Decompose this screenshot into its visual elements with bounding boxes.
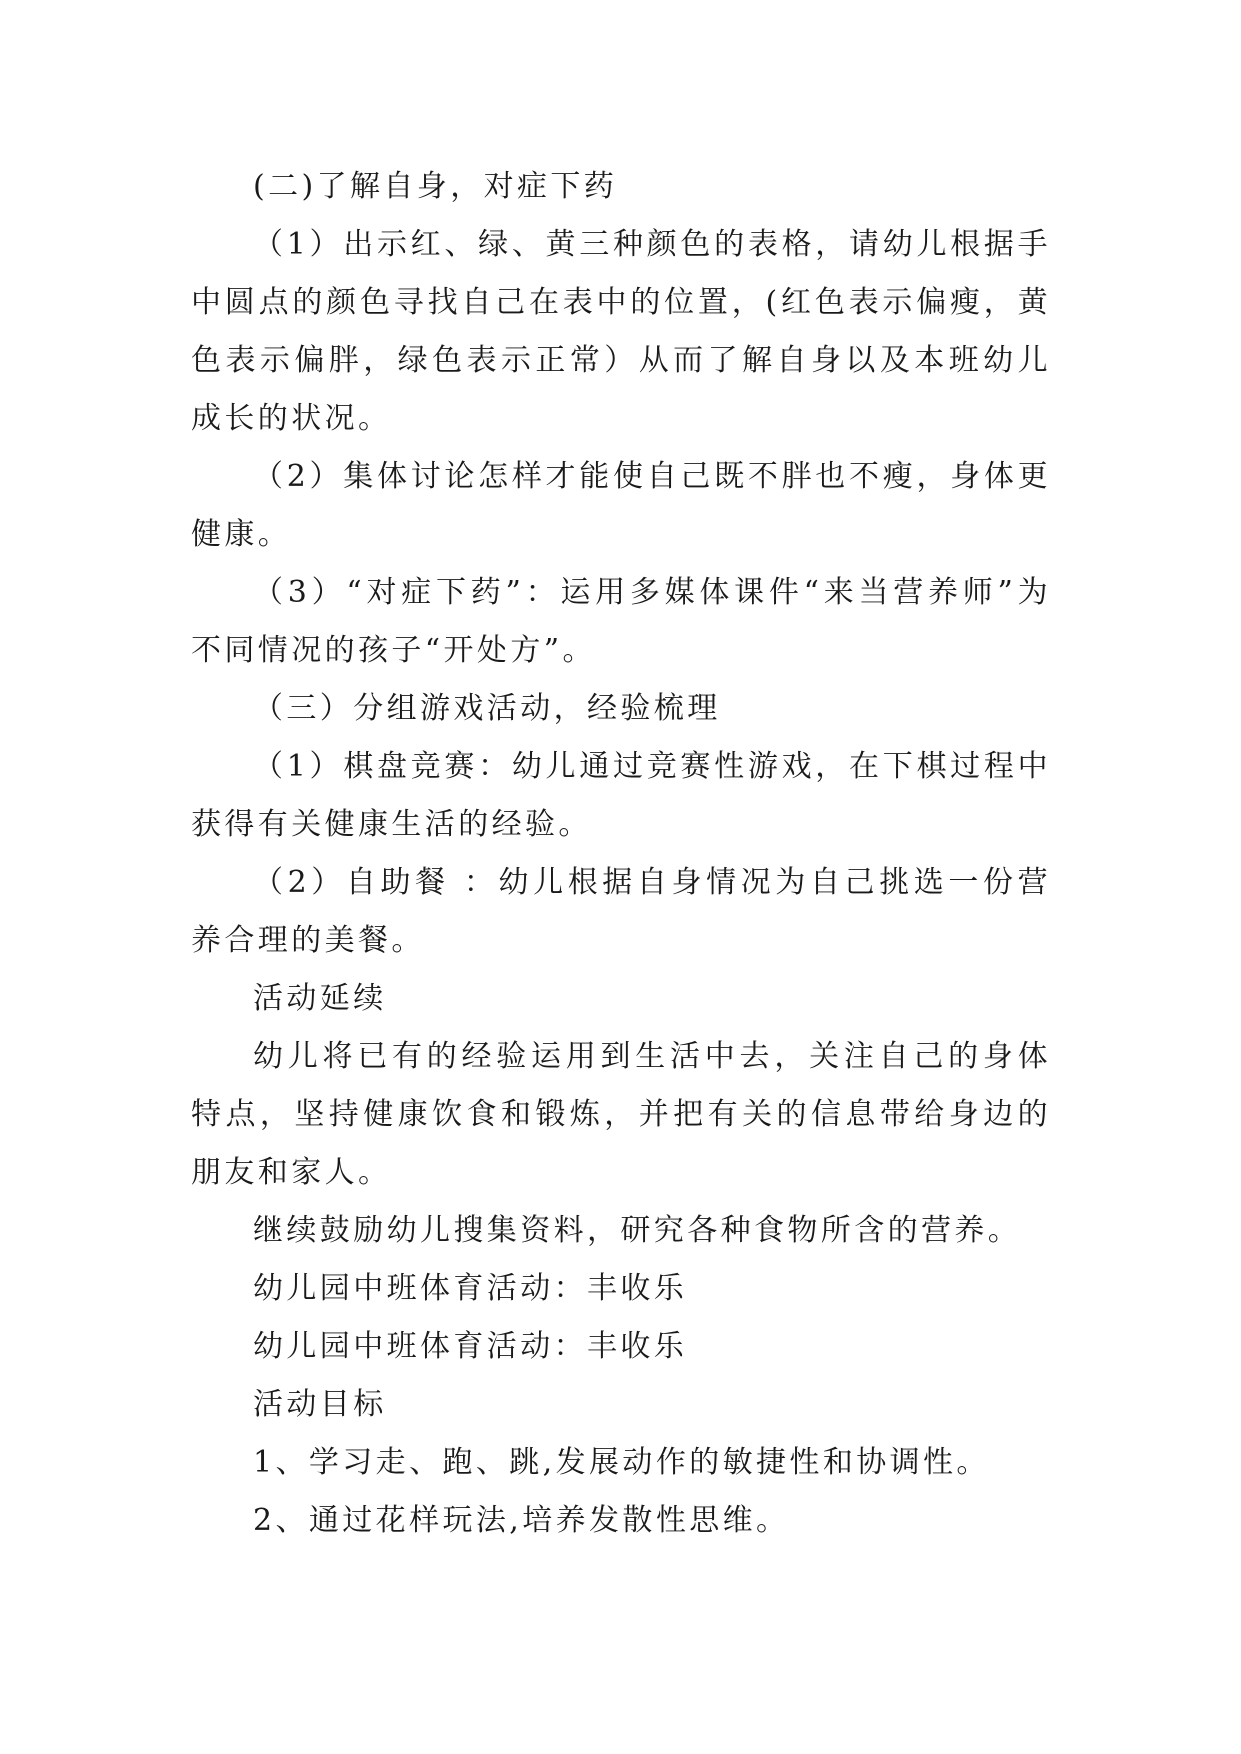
document-title: 幼儿园中班体育活动：丰收乐 (253, 1329, 688, 1364)
paragraph: 幼儿将已有的经验运用到生活中去，关注自己的身体特点，坚持健康饮食和锻炼，并把有关的信息带给身边的朋友和家人。 (191, 1039, 1051, 1190)
paragraph: （1）棋盘竞赛：幼儿通过竞赛性游戏，在下棋过程中获得有关健康生活的经验。 (191, 749, 1051, 842)
list-item: 1、学习走、跑、跳,发展动作的敏捷性和协调性。 (253, 1445, 990, 1480)
paragraph: （1）出示红、绿、黄三种颜色的表格，请幼儿根据手中圆点的颜色寻找自己在表中的位置，(红色表示偏瘦，黄色表示偏胖，绿色表示正常）从而了解自身以及本班幼儿成长的状况。 (191, 227, 1051, 436)
list-item: 2、通过花样玩法,培养发散性思维。 (253, 1503, 790, 1538)
section-heading: （三）分组游戏活动，经验梳理 (253, 691, 721, 726)
section-heading: 活动目标 (253, 1387, 387, 1422)
paragraph: （2）集体讨论怎样才能使自己既不胖也不瘦，身体更健康。 (191, 459, 1051, 552)
paragraph: （2）自助餐 ：幼儿根据自身情况为自己挑选一份营养合理的美餐。 (191, 865, 1051, 958)
paragraph: （3）“对症下药”：运用多媒体课件“来当营养师”为不同情况的孩子“开处方”。 (191, 575, 1051, 668)
section-heading: 活动延续 (253, 981, 387, 1016)
document-body (191, 158, 1051, 1550)
paragraph: 继续鼓励幼儿搜集资料，研究各种食物所含的营养。 (253, 1213, 1022, 1248)
section-heading: (二)了解自身，对症下药 (253, 169, 618, 204)
document-title: 幼儿园中班体育活动：丰收乐 (253, 1271, 688, 1306)
